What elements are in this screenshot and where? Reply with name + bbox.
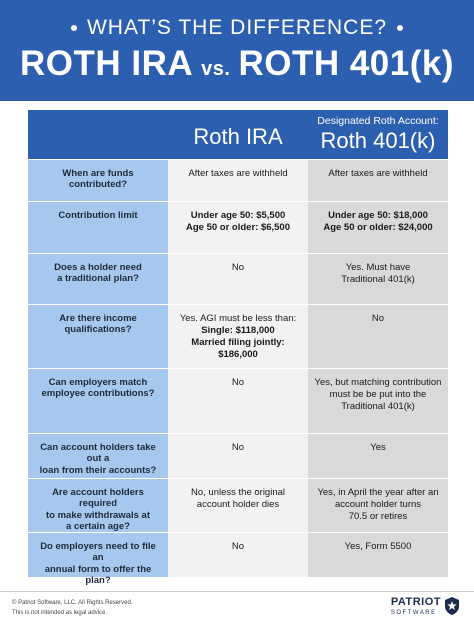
roth-401k-cell-line: Age 50 or older: $24,000 — [323, 221, 433, 233]
table-row — [28, 532, 448, 587]
question-cell-line: a certain age? — [66, 521, 130, 533]
roth-401k-cell — [308, 254, 448, 304]
roth-401k-cell-line: After taxes are withheld — [328, 168, 428, 179]
table-header-row — [28, 110, 448, 159]
question-cell — [28, 479, 168, 532]
table-row — [28, 201, 448, 253]
roth-ira-cell-line: Under age 50: $5,500 — [190, 210, 286, 221]
footer-disclaimer: This is not intended as legal advice. — [12, 610, 108, 616]
comparison-table — [28, 110, 448, 587]
question-cell-line: Does a holder need — [54, 262, 142, 273]
roth-ira-cell — [168, 533, 308, 577]
table-row — [28, 253, 448, 304]
roth-401k-cell — [308, 305, 448, 368]
question-cell-line: employee contributions? — [41, 388, 155, 400]
roth-401k-cell-line: Yes, in April the year after an — [317, 487, 439, 498]
roth-ira-cell-line: No — [231, 377, 245, 388]
roth-401k-cell-line: Under age 50: $18,000 — [328, 210, 428, 221]
roth-ira-cell — [168, 479, 308, 532]
question-cell — [28, 305, 168, 368]
banner-headline — [0, 44, 474, 84]
header-banner — [0, 0, 474, 101]
roth-ira-cell-line: Married filing jointly: $186,000 — [191, 336, 285, 360]
roth-ira-cell-line: No — [231, 262, 245, 273]
logo-wordmark — [391, 597, 441, 616]
banner-kicker — [0, 16, 474, 40]
footer — [0, 591, 474, 623]
roth-401k-cell-line: Yes, but matching contribution — [314, 377, 442, 388]
shield-star-icon — [444, 596, 460, 616]
question-cell-line: a traditional plan? — [57, 273, 139, 285]
roth-ira-cell — [168, 202, 308, 253]
roth-ira-cell — [168, 160, 308, 201]
roth-ira-cell — [168, 305, 308, 368]
question-cell-line: Are there income — [59, 313, 137, 324]
roth-ira-cell — [168, 434, 308, 478]
roth-ira-cell-line: After taxes are withheld — [188, 168, 288, 179]
question-cell — [28, 202, 168, 253]
table-row — [28, 159, 448, 201]
question-cell-line: Can account holders take out a — [40, 442, 156, 465]
roth-401k-cell-line: must be be put into the — [329, 388, 427, 400]
roth-401k-cell — [308, 479, 448, 532]
logo-brand: PATRIOT — [390, 595, 441, 608]
table-row — [28, 478, 448, 532]
bullet-dot-icon — [71, 25, 77, 31]
question-cell-line: Can employers match — [48, 377, 148, 388]
roth-ira-cell-line: Single: $118,000 — [201, 324, 275, 336]
headline-right: ROTH 401(k) — [238, 44, 455, 83]
question-cell-line: Contribution limit — [58, 210, 138, 221]
roth-ira-cell — [168, 254, 308, 304]
roth-401k-cell — [308, 202, 448, 253]
roth-401k-cell — [308, 369, 448, 433]
roth-401k-cell-line: Yes — [370, 442, 386, 453]
header-roth-401k-subtitle: Designated Roth Account: — [317, 115, 439, 127]
question-cell — [28, 254, 168, 304]
question-cell — [28, 533, 168, 587]
banner-kicker-text: WHAT’S THE DIFFERENCE? — [86, 16, 388, 39]
question-cell — [28, 369, 168, 433]
table-body — [28, 159, 448, 587]
roth-ira-cell-line: Yes. AGI must be less than: — [179, 313, 297, 324]
table-row — [28, 304, 448, 368]
logo-sub: SOFTWARE — [390, 609, 437, 616]
roth-401k-cell — [308, 533, 448, 577]
headline-left: ROTH IRA — [19, 44, 194, 83]
question-cell-line: When are funds contributed? — [62, 168, 134, 191]
roth-401k-cell-line: account holder turns — [334, 498, 422, 510]
header-blank-cell — [28, 110, 168, 159]
patriot-logo — [391, 596, 460, 616]
question-cell — [28, 160, 168, 201]
header-roth-401k: Roth 401(k) — [320, 128, 436, 153]
roth-401k-cell — [308, 160, 448, 201]
question-cell-line: loan from their accounts? — [39, 464, 157, 476]
headline-vs: vs. — [201, 58, 231, 80]
roth-401k-cell — [308, 434, 448, 478]
question-cell-line: annual form to offer the plan? — [44, 563, 152, 587]
roth-ira-cell — [168, 369, 308, 433]
question-cell-line: qualifications? — [64, 324, 132, 336]
footer-copyright: © Patriot Software, LLC. All Rights Reserved. — [12, 600, 133, 606]
table-row — [28, 368, 448, 433]
roth-ira-cell-line: No — [231, 541, 245, 552]
question-cell-line: to make withdrawals at — [45, 509, 150, 521]
roth-401k-cell-line: Yes. Must have — [345, 262, 411, 273]
question-cell-line: Are account holders required — [52, 487, 144, 510]
question-cell-line: Do employers need to file an — [40, 541, 156, 564]
bullet-dot-icon — [397, 25, 403, 31]
header-roth-ira: Roth IRA — [193, 123, 283, 149]
roth-401k-cell-line: No — [371, 313, 385, 324]
roth-401k-cell-line: 70.5 or retires — [348, 510, 408, 522]
header-roth-401k-cell — [308, 110, 448, 159]
roth-ira-cell-line: No — [231, 442, 245, 453]
roth-401k-cell-line: Yes, Form 5500 — [344, 541, 412, 552]
roth-ira-cell-line: account holder dies — [196, 498, 280, 510]
roth-ira-cell-line: Age 50 or older: $6,500 — [185, 221, 291, 233]
roth-401k-cell-line: Traditional 401(k) — [341, 273, 415, 285]
roth-ira-cell-line: No, unless the original — [191, 487, 285, 498]
table-row — [28, 433, 448, 478]
roth-401k-cell-line: Traditional 401(k) — [341, 400, 415, 412]
question-cell — [28, 434, 168, 478]
